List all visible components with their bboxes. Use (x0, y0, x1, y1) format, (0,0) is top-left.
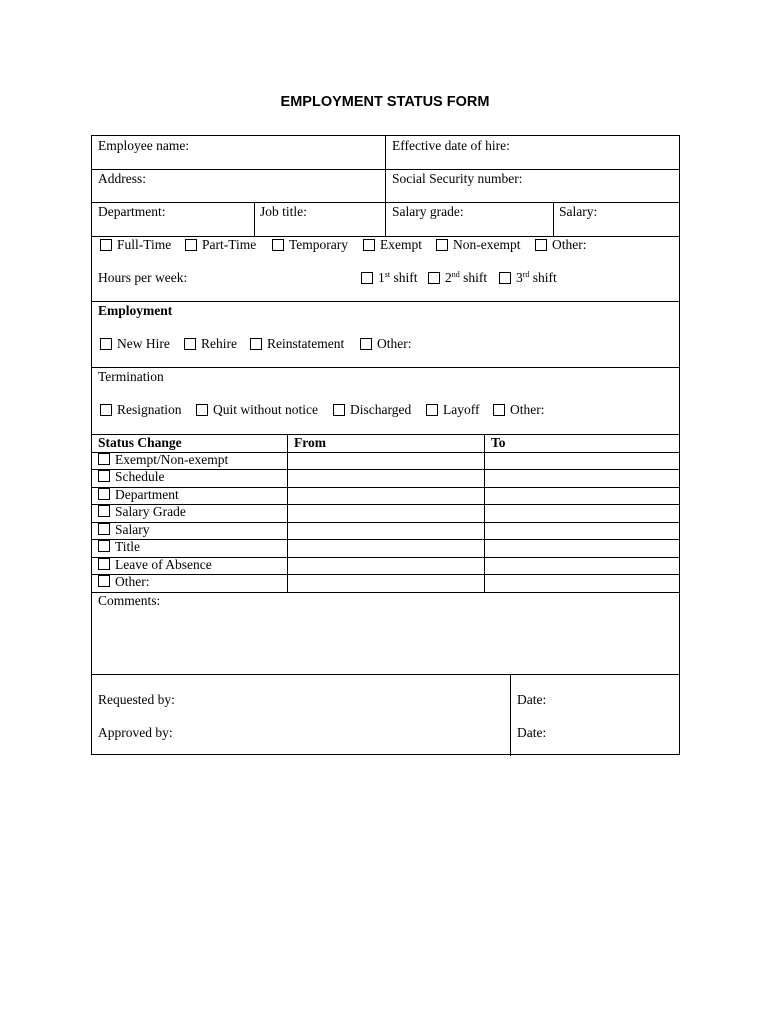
rehire-checkbox[interactable] (184, 338, 196, 350)
table-row (98, 557, 212, 573)
non-exempt-checkbox[interactable] (436, 239, 448, 251)
salary-checkbox[interactable] (98, 523, 110, 535)
column-divider (385, 136, 386, 236)
resignation-checkbox[interactable] (100, 404, 112, 416)
full-time-label: Full-Time (117, 237, 172, 252)
row-divider (92, 367, 679, 368)
salary-grade-label: Salary grade: (392, 204, 464, 219)
row-divider (92, 592, 679, 593)
column-divider (510, 674, 511, 756)
effective-date-label: Effective date of hire: (392, 138, 510, 153)
department-label: Department: (98, 204, 166, 219)
exempt-checkbox[interactable] (363, 239, 375, 251)
status-change-header: Status Change (98, 435, 182, 450)
reinstatement-label: Reinstatement (267, 336, 345, 351)
second-shift-checkbox[interactable] (428, 272, 440, 284)
new-hire-label: New Hire (117, 336, 170, 351)
exempt-label: Exempt (380, 237, 422, 252)
first-shift-label: 1st shift (378, 270, 418, 285)
table-row-label: Leave of Absence (115, 557, 212, 572)
other-type-label: Other: (552, 237, 587, 252)
table-row (98, 574, 150, 590)
table-row (98, 522, 150, 538)
other-status-checkbox[interactable] (98, 575, 110, 587)
requested-by-label: Requested by: (98, 692, 175, 707)
table-row-divider (92, 487, 679, 488)
other-type-checkbox[interactable] (535, 239, 547, 251)
third-shift-label: 3rd shift (516, 270, 557, 285)
rehire-label: Rehire (201, 336, 237, 351)
quit-without-notice-checkbox[interactable] (196, 404, 208, 416)
ssn-label: Social Security number: (392, 171, 523, 186)
table-row-label: Other: (115, 574, 150, 589)
to-header: To (491, 435, 506, 450)
table-column-divider (484, 434, 485, 592)
table-row-label: Title (115, 539, 141, 554)
from-header: From (294, 435, 326, 450)
other-termination-label: Other: (510, 402, 545, 417)
table-row-label: Salary Grade (115, 504, 186, 519)
employment-heading: Employment (98, 303, 173, 318)
exempt-nonexempt-checkbox[interactable] (98, 453, 110, 465)
leave-of-absence-checkbox[interactable] (98, 558, 110, 570)
salary-grade-checkbox[interactable] (98, 505, 110, 517)
resignation-label: Resignation (117, 402, 182, 417)
temporary-checkbox[interactable] (272, 239, 284, 251)
part-time-label: Part-Time (202, 237, 257, 252)
table-row (98, 452, 228, 468)
quit-without-notice-label: Quit without notice (213, 402, 318, 417)
column-divider (254, 202, 255, 236)
table-row (98, 487, 179, 503)
table-row (98, 539, 140, 555)
non-exempt-label: Non-exempt (453, 237, 521, 252)
termination-heading: Termination (98, 369, 164, 384)
date-label: Date: (517, 725, 547, 740)
second-shift-label: 2nd shift (445, 270, 488, 285)
date-label: Date: (517, 692, 547, 707)
row-divider (92, 169, 679, 170)
full-time-checkbox[interactable] (100, 239, 112, 251)
department-checkbox[interactable] (98, 488, 110, 500)
temporary-label: Temporary (289, 237, 349, 252)
table-row-label: Schedule (115, 469, 165, 484)
other-termination-checkbox[interactable] (493, 404, 505, 416)
employee-name-label: Employee name: (98, 138, 190, 153)
job-title-label: Job title: (260, 204, 307, 219)
approved-by-label: Approved by: (98, 725, 173, 740)
table-row-divider (92, 522, 679, 523)
page-title: EMPLOYMENT STATUS FORM (280, 94, 490, 110)
table-column-divider (287, 434, 288, 592)
comments-label: Comments: (98, 593, 161, 608)
salary-label: Salary: (559, 204, 598, 219)
layoff-label: Layoff (443, 402, 480, 417)
row-divider (92, 301, 679, 302)
discharged-checkbox[interactable] (333, 404, 345, 416)
column-divider (553, 202, 554, 236)
table-row (98, 504, 186, 520)
table-row-label: Department (115, 487, 179, 502)
row-divider (92, 674, 679, 675)
employment-status-form (91, 135, 680, 755)
other-employment-label: Other: (377, 336, 412, 351)
table-row-divider (92, 539, 679, 540)
layoff-checkbox[interactable] (426, 404, 438, 416)
table-row (98, 469, 165, 485)
table-row-divider (92, 469, 679, 470)
table-row-label: Salary (115, 522, 150, 537)
other-employment-checkbox[interactable] (360, 338, 372, 350)
discharged-label: Discharged (350, 402, 412, 417)
address-label: Address: (98, 171, 146, 186)
table-row-label: Exempt/Non-exempt (115, 452, 229, 467)
title-checkbox[interactable] (98, 540, 110, 552)
new-hire-checkbox[interactable] (100, 338, 112, 350)
hours-per-week-label: Hours per week: (98, 270, 188, 285)
first-shift-checkbox[interactable] (361, 272, 373, 284)
row-divider (92, 202, 679, 203)
third-shift-checkbox[interactable] (499, 272, 511, 284)
reinstatement-checkbox[interactable] (250, 338, 262, 350)
table-row-divider (92, 574, 679, 575)
schedule-checkbox[interactable] (98, 470, 110, 482)
part-time-checkbox[interactable] (185, 239, 197, 251)
